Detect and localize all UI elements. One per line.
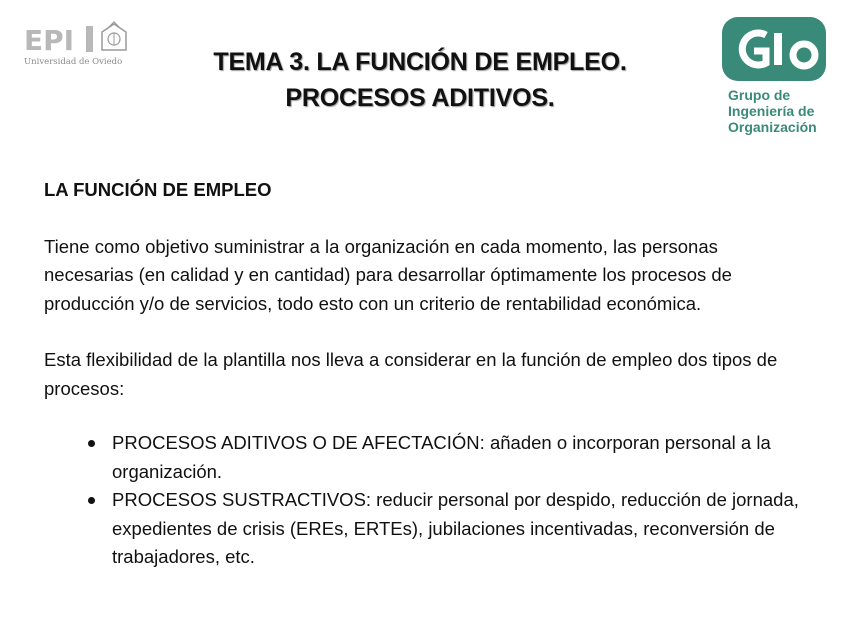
paragraph-2-text: Esta flexibilidad de la plantilla nos lleva a considerar en la función de empleo dos tipos de procesos:	[44, 349, 778, 399]
gio-logo	[720, 15, 835, 145]
epi-wordmark: EPI	[24, 24, 75, 56]
epi-university-logo	[24, 20, 134, 70]
university-crest-icon	[102, 22, 126, 50]
list-item: PROCESOS SUSTRACTIVOS: reducir personal por despido, reducción de jornada, expedientes de crisis (EREs, ERTEs), jubilaciones incentivadas, reconversión de trabajadores, etc.	[88, 486, 804, 572]
slide-body	[44, 176, 804, 572]
page-title	[140, 44, 700, 116]
paragraph-2	[44, 346, 804, 403]
gio-name	[728, 87, 838, 135]
gio-line-3: Organización	[728, 119, 817, 135]
gio-line-2: Ingeniería de	[728, 103, 815, 119]
section-heading: LA FUNCIÓN DE EMPLEO	[44, 179, 272, 200]
process-types-list	[44, 429, 804, 572]
paragraph-1	[44, 233, 804, 319]
list-item: PROCESOS ADITIVOS O DE AFECTACIÓN: añaden o incorporan personal a la organización.	[88, 429, 804, 486]
university-name: Universidad de Oviedo	[24, 57, 123, 67]
epi-crest-graphic	[24, 20, 134, 56]
gio-line-1: Grupo de	[728, 87, 791, 103]
gio-mark-icon	[720, 15, 832, 85]
title-line-2: PROCESOS ADITIVOS.	[285, 84, 555, 112]
paragraph-1-text: Tiene como objetivo suministrar a la organización en cada momento, las personas necesarias (en calidad y en cantidad) para desarrollar óptimamente los procesos de producción y/o de servicios, todo esto con un criterio de rentabilidad económica.	[44, 235, 732, 314]
title-line-1: TEMA 3. LA FUNCIÓN DE EMPLEO.	[213, 48, 627, 76]
